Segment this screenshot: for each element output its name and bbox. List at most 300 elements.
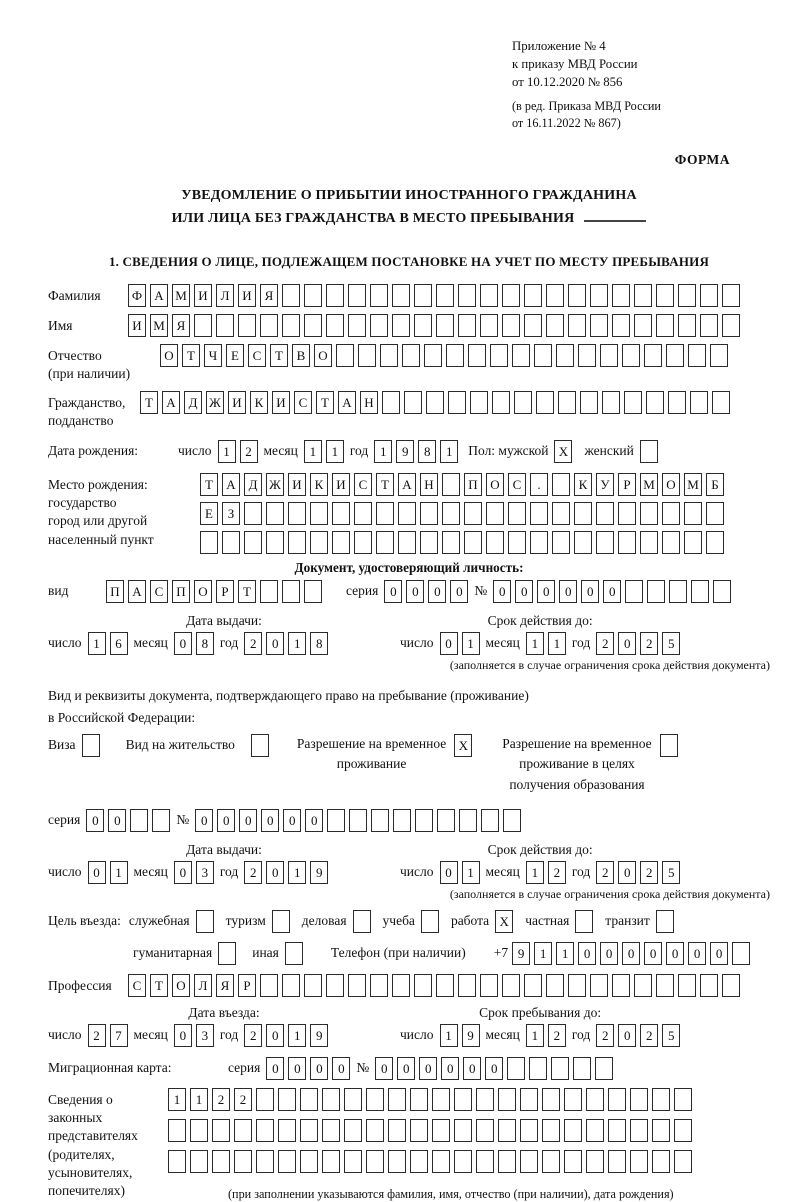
char-cell[interactable] (700, 284, 718, 307)
char-cell[interactable]: Р (216, 580, 234, 603)
char-cell[interactable] (674, 1150, 692, 1173)
char-cell[interactable] (326, 974, 344, 997)
char-cell[interactable]: . (530, 473, 548, 496)
char-cell[interactable] (586, 1119, 604, 1142)
char-cell[interactable]: 1 (556, 942, 574, 965)
char-cell[interactable] (602, 391, 620, 414)
char-cell[interactable] (424, 344, 442, 367)
char-cell[interactable] (415, 809, 433, 832)
char-cell[interactable] (612, 314, 630, 337)
char-cell[interactable] (392, 314, 410, 337)
char-cell[interactable]: С (294, 391, 312, 414)
char-cell[interactable] (344, 1088, 362, 1111)
char-cell[interactable] (442, 502, 460, 525)
char-cell[interactable] (446, 344, 464, 367)
char-cell[interactable]: 0 (266, 1024, 284, 1047)
checkbox[interactable] (660, 734, 678, 757)
char-cell[interactable] (529, 1057, 547, 1080)
char-cell[interactable]: 1 (526, 861, 544, 884)
char-cell[interactable] (520, 1119, 538, 1142)
char-cell[interactable] (432, 1150, 450, 1173)
char-cell[interactable]: Е (226, 344, 244, 367)
char-cell[interactable] (630, 1119, 648, 1142)
char-cell[interactable] (436, 314, 454, 337)
char-cell[interactable]: Т (200, 473, 218, 496)
char-cell[interactable] (652, 1119, 670, 1142)
char-cell[interactable] (700, 314, 718, 337)
char-cell[interactable] (436, 974, 454, 997)
checkbox[interactable] (251, 734, 269, 757)
char-cell[interactable] (442, 473, 460, 496)
char-cell[interactable] (266, 502, 284, 525)
char-cell[interactable]: И (194, 284, 212, 307)
char-cell[interactable] (530, 502, 548, 525)
char-cell[interactable]: 2 (234, 1088, 252, 1111)
char-cell[interactable]: Ж (206, 391, 224, 414)
char-cell[interactable] (322, 1150, 340, 1173)
char-cell[interactable]: М (172, 284, 190, 307)
char-cell[interactable]: А (150, 284, 168, 307)
char-cell[interactable] (640, 531, 658, 554)
char-cell[interactable]: 2 (212, 1088, 230, 1111)
char-cell[interactable] (454, 1088, 472, 1111)
char-cell[interactable]: 1 (190, 1088, 208, 1111)
char-cell[interactable]: 7 (110, 1024, 128, 1047)
checkbox[interactable] (218, 942, 236, 965)
char-cell[interactable]: Т (316, 391, 334, 414)
char-cell[interactable] (498, 1119, 516, 1142)
char-cell[interactable] (288, 502, 306, 525)
char-cell[interactable] (678, 314, 696, 337)
char-cell[interactable] (722, 314, 740, 337)
char-cell[interactable]: Т (238, 580, 256, 603)
char-cell[interactable] (358, 344, 376, 367)
char-cell[interactable]: 0 (428, 580, 446, 603)
char-cell[interactable] (732, 942, 750, 965)
char-cell[interactable]: Ф (128, 284, 146, 307)
char-cell[interactable] (376, 502, 394, 525)
char-cell[interactable] (442, 531, 460, 554)
char-cell[interactable] (590, 974, 608, 997)
char-cell[interactable]: П (172, 580, 190, 603)
char-cell[interactable]: Т (376, 473, 394, 496)
char-cell[interactable]: О (160, 344, 178, 367)
char-cell[interactable] (190, 1119, 208, 1142)
char-cell[interactable] (498, 1150, 516, 1173)
char-cell[interactable] (300, 1088, 318, 1111)
char-cell[interactable] (393, 809, 411, 832)
char-cell[interactable] (410, 1150, 428, 1173)
char-cell[interactable] (612, 284, 630, 307)
char-cell[interactable]: 5 (662, 861, 680, 884)
char-cell[interactable] (414, 974, 432, 997)
char-cell[interactable] (234, 1119, 252, 1142)
char-cell[interactable]: 9 (310, 1024, 328, 1047)
char-cell[interactable]: А (338, 391, 356, 414)
char-cell[interactable]: 9 (512, 942, 530, 965)
char-cell[interactable]: К (310, 473, 328, 496)
char-cell[interactable] (256, 1088, 274, 1111)
char-cell[interactable] (244, 502, 262, 525)
char-cell[interactable]: С (354, 473, 372, 496)
char-cell[interactable] (458, 314, 476, 337)
char-cell[interactable]: 0 (195, 809, 213, 832)
char-cell[interactable] (625, 580, 643, 603)
char-cell[interactable] (336, 344, 354, 367)
char-cell[interactable] (458, 284, 476, 307)
char-cell[interactable]: 0 (600, 942, 618, 965)
char-cell[interactable] (266, 531, 284, 554)
char-cell[interactable]: 0 (710, 942, 728, 965)
char-cell[interactable]: 0 (622, 942, 640, 965)
char-cell[interactable]: И (272, 391, 290, 414)
char-cell[interactable] (542, 1119, 560, 1142)
char-cell[interactable]: И (128, 314, 146, 337)
char-cell[interactable]: 0 (618, 861, 636, 884)
char-cell[interactable] (586, 1088, 604, 1111)
char-cell[interactable] (476, 1150, 494, 1173)
char-cell[interactable] (256, 1150, 274, 1173)
char-cell[interactable] (590, 284, 608, 307)
char-cell[interactable] (278, 1119, 296, 1142)
char-cell[interactable]: 1 (110, 861, 128, 884)
char-cell[interactable]: Ч (204, 344, 222, 367)
char-cell[interactable] (520, 1150, 538, 1173)
char-cell[interactable] (574, 531, 592, 554)
char-cell[interactable]: Р (618, 473, 636, 496)
char-cell[interactable]: П (464, 473, 482, 496)
char-cell[interactable] (432, 1088, 450, 1111)
char-cell[interactable]: 0 (283, 809, 301, 832)
char-cell[interactable]: 1 (218, 440, 236, 463)
char-cell[interactable]: 5 (662, 1024, 680, 1047)
char-cell[interactable] (568, 974, 586, 997)
char-cell[interactable]: 0 (485, 1057, 503, 1080)
char-cell[interactable]: 0 (406, 580, 424, 603)
char-cell[interactable] (498, 1088, 516, 1111)
char-cell[interactable] (288, 531, 306, 554)
char-cell[interactable]: Е (200, 502, 218, 525)
char-cell[interactable] (382, 391, 400, 414)
char-cell[interactable] (646, 391, 664, 414)
char-cell[interactable] (508, 531, 526, 554)
char-cell[interactable] (130, 809, 148, 832)
char-cell[interactable] (332, 502, 350, 525)
char-cell[interactable] (514, 391, 532, 414)
char-cell[interactable] (712, 391, 730, 414)
char-cell[interactable]: 1 (462, 632, 480, 655)
char-cell[interactable] (503, 809, 521, 832)
checkbox[interactable]: X (495, 910, 513, 933)
char-cell[interactable]: 2 (596, 1024, 614, 1047)
char-cell[interactable] (662, 531, 680, 554)
char-cell[interactable] (622, 344, 640, 367)
char-cell[interactable] (668, 391, 686, 414)
char-cell[interactable] (508, 502, 526, 525)
char-cell[interactable] (630, 1088, 648, 1111)
char-cell[interactable]: 8 (418, 440, 436, 463)
char-cell[interactable] (644, 344, 662, 367)
char-cell[interactable]: 6 (110, 632, 128, 655)
char-cell[interactable] (595, 1057, 613, 1080)
char-cell[interactable] (630, 1150, 648, 1173)
char-cell[interactable]: 2 (88, 1024, 106, 1047)
char-cell[interactable]: 1 (288, 632, 306, 655)
char-cell[interactable]: Б (706, 473, 724, 496)
char-cell[interactable] (464, 531, 482, 554)
char-cell[interactable] (546, 314, 564, 337)
char-cell[interactable] (234, 1150, 252, 1173)
char-cell[interactable]: А (162, 391, 180, 414)
char-cell[interactable]: 0 (559, 580, 577, 603)
char-cell[interactable] (468, 344, 486, 367)
char-cell[interactable] (432, 1119, 450, 1142)
char-cell[interactable]: 2 (244, 1024, 262, 1047)
char-cell[interactable]: П (106, 580, 124, 603)
char-cell[interactable] (388, 1119, 406, 1142)
char-cell[interactable]: У (596, 473, 614, 496)
char-cell[interactable]: 0 (578, 942, 596, 965)
char-cell[interactable] (596, 531, 614, 554)
char-cell[interactable]: 9 (396, 440, 414, 463)
char-cell[interactable]: 0 (618, 632, 636, 655)
char-cell[interactable]: А (222, 473, 240, 496)
char-cell[interactable] (678, 284, 696, 307)
char-cell[interactable]: 1 (304, 440, 322, 463)
char-cell[interactable]: 1 (526, 632, 544, 655)
char-cell[interactable] (282, 974, 300, 997)
char-cell[interactable] (304, 580, 322, 603)
char-cell[interactable]: 0 (581, 580, 599, 603)
char-cell[interactable] (486, 502, 504, 525)
char-cell[interactable] (448, 391, 466, 414)
char-cell[interactable]: Л (216, 284, 234, 307)
char-cell[interactable]: А (128, 580, 146, 603)
char-cell[interactable] (420, 531, 438, 554)
char-cell[interactable] (454, 1119, 472, 1142)
char-cell[interactable]: М (684, 473, 702, 496)
char-cell[interactable] (414, 314, 432, 337)
char-cell[interactable]: М (150, 314, 168, 337)
char-cell[interactable] (652, 1088, 670, 1111)
char-cell[interactable]: 0 (332, 1057, 350, 1080)
char-cell[interactable] (490, 344, 508, 367)
char-cell[interactable] (546, 284, 564, 307)
char-cell[interactable] (304, 314, 322, 337)
char-cell[interactable]: 0 (441, 1057, 459, 1080)
char-cell[interactable] (410, 1088, 428, 1111)
char-cell[interactable]: О (662, 473, 680, 496)
char-cell[interactable] (366, 1119, 384, 1142)
char-cell[interactable]: Я (216, 974, 234, 997)
char-cell[interactable] (212, 1119, 230, 1142)
char-cell[interactable] (244, 531, 262, 554)
char-cell[interactable]: И (332, 473, 350, 496)
char-cell[interactable]: С (248, 344, 266, 367)
char-cell[interactable]: 0 (266, 1057, 284, 1080)
char-cell[interactable] (552, 531, 570, 554)
char-cell[interactable]: А (398, 473, 416, 496)
char-cell[interactable]: 1 (326, 440, 344, 463)
char-cell[interactable] (608, 1119, 626, 1142)
char-cell[interactable]: 1 (526, 1024, 544, 1047)
char-cell[interactable] (282, 284, 300, 307)
char-cell[interactable]: Н (420, 473, 438, 496)
char-cell[interactable] (402, 344, 420, 367)
char-cell[interactable]: 0 (266, 632, 284, 655)
char-cell[interactable] (260, 974, 278, 997)
char-cell[interactable] (332, 531, 350, 554)
char-cell[interactable] (684, 531, 702, 554)
char-cell[interactable] (216, 314, 234, 337)
char-cell[interactable] (410, 1119, 428, 1142)
checkbox[interactable] (575, 910, 593, 933)
char-cell[interactable]: 0 (603, 580, 621, 603)
char-cell[interactable] (568, 284, 586, 307)
char-cell[interactable]: 1 (440, 1024, 458, 1047)
char-cell[interactable] (564, 1088, 582, 1111)
char-cell[interactable] (552, 502, 570, 525)
char-cell[interactable] (366, 1088, 384, 1111)
char-cell[interactable] (678, 974, 696, 997)
char-cell[interactable]: 0 (515, 580, 533, 603)
char-cell[interactable] (578, 344, 596, 367)
char-cell[interactable] (436, 284, 454, 307)
char-cell[interactable] (618, 502, 636, 525)
char-cell[interactable] (300, 1119, 318, 1142)
char-cell[interactable] (304, 974, 322, 997)
char-cell[interactable] (300, 1150, 318, 1173)
checkbox[interactable] (196, 910, 214, 933)
checkbox[interactable] (353, 910, 371, 933)
char-cell[interactable]: Д (184, 391, 202, 414)
char-cell[interactable]: 2 (548, 861, 566, 884)
char-cell[interactable]: Ж (266, 473, 284, 496)
char-cell[interactable]: 2 (244, 632, 262, 655)
char-cell[interactable] (556, 344, 574, 367)
char-cell[interactable] (546, 974, 564, 997)
char-cell[interactable] (481, 809, 499, 832)
char-cell[interactable]: 1 (168, 1088, 186, 1111)
char-cell[interactable]: 2 (640, 632, 658, 655)
char-cell[interactable]: 0 (644, 942, 662, 965)
char-cell[interactable]: 0 (493, 580, 511, 603)
char-cell[interactable] (652, 1150, 670, 1173)
char-cell[interactable] (344, 1150, 362, 1173)
char-cell[interactable]: Т (140, 391, 158, 414)
char-cell[interactable] (458, 974, 476, 997)
char-cell[interactable]: 1 (88, 632, 106, 655)
char-cell[interactable] (634, 284, 652, 307)
char-cell[interactable] (647, 580, 665, 603)
char-cell[interactable] (706, 502, 724, 525)
char-cell[interactable] (212, 1150, 230, 1173)
char-cell[interactable] (690, 391, 708, 414)
char-cell[interactable] (634, 974, 652, 997)
char-cell[interactable] (590, 314, 608, 337)
char-cell[interactable] (674, 1119, 692, 1142)
char-cell[interactable]: 0 (450, 580, 468, 603)
char-cell[interactable] (608, 1088, 626, 1111)
char-cell[interactable]: 0 (419, 1057, 437, 1080)
char-cell[interactable] (152, 809, 170, 832)
char-cell[interactable] (492, 391, 510, 414)
char-cell[interactable] (349, 809, 367, 832)
char-cell[interactable]: И (288, 473, 306, 496)
char-cell[interactable]: 9 (462, 1024, 480, 1047)
checkbox[interactable] (656, 910, 674, 933)
char-cell[interactable] (674, 1088, 692, 1111)
char-cell[interactable] (464, 502, 482, 525)
char-cell[interactable] (480, 974, 498, 997)
checkbox[interactable] (82, 734, 100, 757)
char-cell[interactable] (459, 809, 477, 832)
char-cell[interactable] (480, 284, 498, 307)
char-cell[interactable]: Р (238, 974, 256, 997)
char-cell[interactable]: 1 (534, 942, 552, 965)
char-cell[interactable] (564, 1119, 582, 1142)
char-cell[interactable] (512, 344, 530, 367)
char-cell[interactable] (586, 1150, 604, 1173)
char-cell[interactable] (310, 502, 328, 525)
char-cell[interactable] (486, 531, 504, 554)
char-cell[interactable] (322, 1119, 340, 1142)
char-cell[interactable]: 0 (239, 809, 257, 832)
char-cell[interactable] (404, 391, 422, 414)
char-cell[interactable] (348, 974, 366, 997)
char-cell[interactable] (574, 502, 592, 525)
char-cell[interactable] (222, 531, 240, 554)
char-cell[interactable] (564, 1150, 582, 1173)
char-cell[interactable]: 1 (288, 1024, 306, 1047)
char-cell[interactable] (722, 974, 740, 997)
char-cell[interactable] (426, 391, 444, 414)
char-cell[interactable] (370, 284, 388, 307)
char-cell[interactable] (507, 1057, 525, 1080)
char-cell[interactable]: Л (194, 974, 212, 997)
char-cell[interactable] (480, 314, 498, 337)
char-cell[interactable] (194, 314, 212, 337)
char-cell[interactable]: 1 (462, 861, 480, 884)
char-cell[interactable] (370, 974, 388, 997)
char-cell[interactable] (380, 344, 398, 367)
char-cell[interactable]: 8 (310, 632, 328, 655)
char-cell[interactable]: С (128, 974, 146, 997)
char-cell[interactable]: Т (182, 344, 200, 367)
char-cell[interactable] (713, 580, 731, 603)
char-cell[interactable] (656, 284, 674, 307)
char-cell[interactable] (618, 531, 636, 554)
char-cell[interactable]: 2 (548, 1024, 566, 1047)
char-cell[interactable] (558, 391, 576, 414)
char-cell[interactable]: М (640, 473, 658, 496)
char-cell[interactable] (542, 1150, 560, 1173)
char-cell[interactable]: 0 (618, 1024, 636, 1047)
char-cell[interactable]: 5 (662, 632, 680, 655)
checkbox[interactable] (421, 910, 439, 933)
char-cell[interactable] (388, 1150, 406, 1173)
char-cell[interactable] (326, 314, 344, 337)
char-cell[interactable] (530, 531, 548, 554)
char-cell[interactable] (454, 1150, 472, 1173)
char-cell[interactable]: 1 (548, 632, 566, 655)
char-cell[interactable] (260, 580, 278, 603)
char-cell[interactable]: И (228, 391, 246, 414)
char-cell[interactable] (354, 531, 372, 554)
char-cell[interactable] (398, 502, 416, 525)
char-cell[interactable] (392, 974, 410, 997)
char-cell[interactable] (656, 314, 674, 337)
